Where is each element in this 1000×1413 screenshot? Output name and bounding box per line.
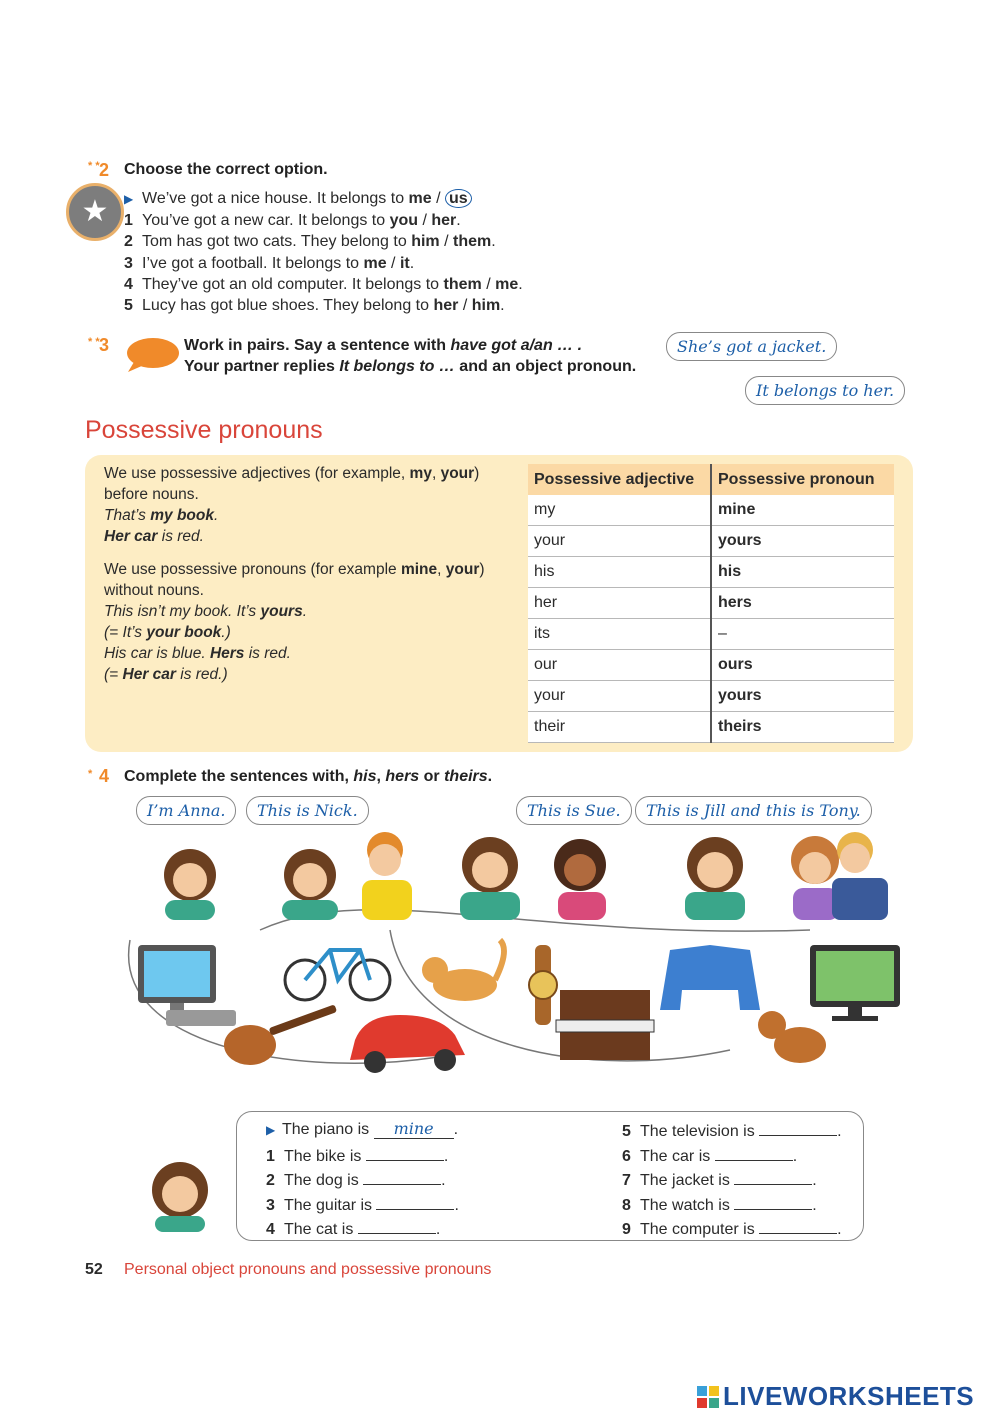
ex4-item-7: 7 The jacket is . <box>622 1168 817 1190</box>
ex4-stars: * <box>88 768 93 780</box>
footer-title: Personal object pronouns and possessive pronouns <box>124 1261 492 1278</box>
ex2-item-2-opt1[interactable]: him <box>411 233 440 250</box>
bubble-sue: This is Sue. <box>516 796 632 825</box>
computer-icon <box>138 945 236 1026</box>
ex2-item-4-opt2[interactable]: me <box>495 276 519 293</box>
star-badge-icon: ★ <box>66 183 124 241</box>
person-anna-nick <box>282 832 412 920</box>
person-anna-sue <box>460 837 606 920</box>
cat-icon <box>422 940 504 1001</box>
ex2-item-5: 5 Lucy has got blue shoes. They belong to her / him. <box>124 297 505 314</box>
bubble-anna: I’m Anna. <box>136 796 236 825</box>
ex4-example: ▶ The piano is mine . <box>266 1119 459 1138</box>
ex4-item-5: 5 The television is . <box>622 1119 842 1141</box>
ex2-number: 2 <box>99 160 110 180</box>
ex4-instruction: Complete the sentences with, his, hers or theirs. <box>124 768 493 785</box>
answer-input-3[interactable] <box>376 1193 454 1210</box>
ex3-stars: * * <box>88 336 100 348</box>
answer-input-5[interactable] <box>759 1119 837 1136</box>
ex4-number: 4 <box>99 766 110 786</box>
grammar-text-1: We use possessive adjectives (for example, my, your) before nouns. That’s my book. Her car is red. <box>104 465 480 545</box>
example-arrow-icon: ▶ <box>124 192 134 206</box>
page-number: 52 <box>85 1261 103 1278</box>
television-icon <box>810 945 900 1021</box>
pronoun-table <box>528 464 894 743</box>
table-header-adjective: Possessive adjective <box>528 464 711 495</box>
logo-icon <box>697 1386 721 1408</box>
answer-input-7[interactable] <box>734 1168 812 1185</box>
ex3-bubble-1: She’s got a jacket. <box>666 332 837 361</box>
piano-icon <box>556 990 654 1060</box>
bubble-jill-tony: This is Jill and this is Tony. <box>635 796 872 825</box>
table-header-pronoun: Possessive pronoun <box>711 464 894 495</box>
ex2-stars: * * <box>88 160 100 172</box>
ex3-instruction-line2: Your partner replies It belongs to … and an object pronoun. <box>184 358 637 375</box>
ex2-item-1: 1 You’ve got a new car. It belongs to you / her. <box>124 212 461 229</box>
ex3-bubble-2: It belongs to her. <box>745 376 905 405</box>
ex2-item-3-opt2[interactable]: it <box>399 255 410 272</box>
ex4-item-9: 9 The computer is . <box>622 1217 842 1239</box>
dog-icon <box>758 1011 826 1063</box>
ex4-item-6: 6 The car is . <box>622 1144 797 1166</box>
bubble-nick: This is Nick. <box>246 796 369 825</box>
ex2-item-3: 3 I’ve got a football. It belongs to me / it. <box>124 255 415 272</box>
person-anna <box>164 849 216 920</box>
section-title: Possessive pronouns <box>85 416 323 444</box>
ex2-example-opt2-circled[interactable]: us <box>445 189 472 208</box>
ex4-item-1: 1 The bike is . <box>266 1144 448 1166</box>
answer-input-1[interactable] <box>366 1144 444 1161</box>
car-icon <box>350 1015 465 1073</box>
ex2-item-2: 2 Tom has got two cats. They belong to him / them. <box>124 233 496 250</box>
table-row: your yours <box>528 681 894 712</box>
table-row: its – <box>528 619 894 650</box>
ex4-item-3: 3 The guitar is . <box>266 1193 459 1215</box>
ex2-item-1-opt2[interactable]: her <box>431 212 457 229</box>
table-row: our ours <box>528 650 894 681</box>
anna-portrait-icon <box>145 1160 215 1232</box>
speech-bubble-icon <box>124 336 180 379</box>
bike-icon <box>285 950 390 1000</box>
jacket-icon <box>660 945 760 1010</box>
ex4-item-2: 2 The dog is . <box>266 1168 446 1190</box>
ex2-item-5-opt2[interactable]: him <box>471 297 501 314</box>
table-row: her hers <box>528 588 894 619</box>
illustration <box>110 820 910 1090</box>
ex2-item-3-opt1[interactable]: me <box>363 255 387 272</box>
brand-name: LIVEWORKSHEETS <box>723 1381 975 1411</box>
ex2-item-2-opt2[interactable]: them <box>452 233 492 250</box>
ex2-instruction: Choose the correct option. <box>124 161 328 178</box>
example-arrow-icon: ▶ <box>266 1123 276 1137</box>
answer-input-2[interactable] <box>363 1168 441 1185</box>
ex4-item-4: 4 The cat is . <box>266 1217 440 1239</box>
ex2-item-4: 4 They’ve got an old computer. It belongs to them / me. <box>124 276 523 293</box>
grammar-text-2: We use possessive pronouns (for example mine, your) without nouns. This isn’t my book. It’s yours. (= It’s your book.) His car is blue. Hers is red. (= Her car is red.) <box>104 561 485 683</box>
ex2-example-opt1[interactable]: me <box>408 190 432 207</box>
brand-logo <box>697 1381 974 1412</box>
table-row: his his <box>528 557 894 588</box>
answer-input-6[interactable] <box>715 1144 793 1161</box>
ex3-number: 3 <box>99 335 110 355</box>
ex4-item-8: 8 The watch is . <box>622 1193 817 1215</box>
table-row: their theirs <box>528 712 894 743</box>
table-row: my mine <box>528 495 894 526</box>
person-anna-jill-tony <box>685 832 888 920</box>
example-answer: mine <box>374 1119 454 1139</box>
watch-icon <box>529 945 557 1025</box>
guitar-icon <box>224 1004 337 1065</box>
ex2-item-4-opt1[interactable]: them <box>443 276 482 293</box>
ex3-instruction-line1: Work in pairs. Say a sentence with have got a/an … . <box>184 337 583 354</box>
answer-input-8[interactable] <box>734 1193 812 1210</box>
answer-input-4[interactable] <box>358 1217 436 1234</box>
table-row: your yours <box>528 526 894 557</box>
ex2-item-5-opt1[interactable]: her <box>433 297 459 314</box>
ex2-example: ▶ We’ve got a nice house. It belongs to me / us <box>124 190 472 208</box>
ex2-item-1-opt1[interactable]: you <box>389 212 419 229</box>
answer-input-9[interactable] <box>759 1217 837 1234</box>
